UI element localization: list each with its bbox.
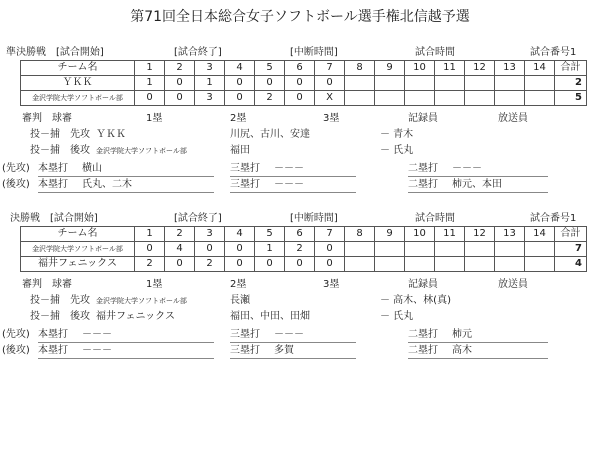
table-header-row [21,61,587,76]
triple-players: －－－ [274,329,304,340]
inning-score [405,257,435,272]
umpires-label: 審判 球審 [22,113,72,124]
batting-side: (先攻) [2,163,30,174]
inning-header: 11 [435,227,465,242]
inning-score: 0 [285,91,315,106]
second-base-umpire: 2塁 [230,279,247,290]
double-players: 柿元、本田 [452,179,502,190]
inning-header: 14 [525,227,555,242]
inning-header: 1 [135,61,165,76]
catchers: － 氏丸 [380,145,414,156]
inning-score: 1 [135,76,165,91]
total-score: 5 [555,91,587,106]
inning-score [525,257,555,272]
underline [38,358,214,359]
home-run-label: 本塁打 [38,179,68,190]
underline [38,192,214,193]
inning-header: 14 [525,61,555,76]
inning-score: 1 [195,76,225,91]
table-row [21,91,587,106]
double-label: 二塁打 [408,345,438,356]
inning-score [465,76,495,91]
inning-score [375,91,405,106]
inning-score: 1 [255,242,285,257]
inning-score: 0 [165,91,195,106]
pitchers: 長瀬 [230,295,250,306]
inning-score [375,76,405,91]
table-header-row [21,227,587,242]
battery-team: 金沢学院大学ソフトボール部 [96,297,187,305]
team-name: 金沢学院大学ソフトボール部 [21,91,135,106]
page-title: 第71回全日本総合女子ソフトボール選手権北信越予選 [130,9,470,25]
inning-score [465,242,495,257]
total-header: 合計 [555,227,587,242]
inning-score: 2 [285,242,315,257]
inning-score: 2 [135,257,165,272]
game-time-label: 試合時間 [415,47,455,58]
inning-header: 4 [225,61,255,76]
total-header: 合計 [555,61,587,76]
inning-score: 0 [255,76,285,91]
inning-header: 7 [315,61,345,76]
inning-score: 0 [315,76,345,91]
total-score: 2 [555,76,587,91]
inning-header: 3 [195,61,225,76]
triple-label: 三塁打 [230,329,260,340]
game-number: 試合番号1 [530,213,577,224]
inning-score: 0 [225,76,255,91]
underline [230,358,356,359]
inning-score: 0 [195,242,225,257]
batting-side: (先攻) [2,329,30,340]
inning-score [495,257,525,272]
score-table [20,60,587,106]
inning-header: 4 [225,227,255,242]
total-score: 4 [555,257,587,272]
catchers: － 高木、林(真) [380,295,451,306]
inning-score: 0 [225,257,255,272]
inning-header: 9 [375,227,405,242]
inning-score: 2 [255,91,285,106]
inning-score [345,76,375,91]
inning-score: 3 [195,91,225,106]
home-run-label: 本塁打 [38,163,68,174]
underline [408,342,548,343]
underline [38,176,214,177]
inning-score [435,76,465,91]
recorder-label: 記録員 [408,279,438,290]
pitchers: 福田 [230,145,250,156]
score-table [20,226,587,272]
underline [408,192,548,193]
game-number: 試合番号1 [530,47,577,58]
team-name: 金沢学院大学ソフトボール部 [21,242,135,257]
batting-side: (後攻) [2,345,30,356]
underline [230,192,356,193]
inning-score [435,242,465,257]
double-label: 二塁打 [408,329,438,340]
inning-score [465,91,495,106]
battery-team: ＹＫＫ [96,129,126,140]
underline [230,176,356,177]
round-label: 決勝戦 [試合開始] [10,213,98,224]
inning-header: 6 [285,227,315,242]
inning-header: 3 [195,227,225,242]
inning-score [495,91,525,106]
battery-label: 投－捕 先攻 [30,295,90,306]
inning-score: 0 [225,242,255,257]
inning-score: 0 [255,257,285,272]
end-time-label: [試合終了] [174,47,222,58]
inning-score [495,76,525,91]
inning-header: 12 [465,227,495,242]
underline [408,358,548,359]
inning-score: 0 [165,257,195,272]
home-run-players: －－－ [82,345,112,356]
announcer-label: 放送員 [498,279,528,290]
triple-players: 多賀 [274,345,294,356]
inning-score: 0 [285,257,315,272]
home-run-players: 氏丸、二木 [82,179,132,190]
inning-score [525,242,555,257]
inning-score [405,91,435,106]
pitchers: 川尻、古川、安達 [230,129,310,140]
inning-score: X [315,91,345,106]
home-run-players: －－－ [82,329,112,340]
underline [408,176,548,177]
pause-time-label: [中断時間] [290,213,338,224]
team-header: チーム名 [21,61,135,76]
inning-score [375,257,405,272]
third-base-umpire: 3塁 [323,279,340,290]
inning-score: 2 [195,257,225,272]
inning-score [405,242,435,257]
triple-players: －－－ [274,163,304,174]
inning-score: 0 [315,242,345,257]
battery-label: 投－捕 後攻 [30,311,90,322]
inning-score [345,242,375,257]
game-time-label: 試合時間 [415,213,455,224]
total-score: 7 [555,242,587,257]
pause-time-label: [中断時間] [290,47,338,58]
triple-players: －－－ [274,179,304,190]
inning-header: 6 [285,61,315,76]
table-row [21,257,587,272]
umpires-label: 審判 球審 [22,279,72,290]
inning-header: 13 [495,227,525,242]
inning-score: 0 [285,76,315,91]
inning-header: 5 [255,227,285,242]
inning-score: 4 [165,242,195,257]
inning-score: 0 [135,91,165,106]
inning-score [495,242,525,257]
inning-score: 0 [315,257,345,272]
catchers: － 氏丸 [380,311,414,322]
home-run-label: 本塁打 [38,345,68,356]
inning-score [525,76,555,91]
inning-score: 0 [165,76,195,91]
inning-score: 0 [135,242,165,257]
inning-header: 12 [465,61,495,76]
inning-score: 0 [225,91,255,106]
end-time-label: [試合終了] [174,213,222,224]
inning-header: 8 [345,61,375,76]
double-label: 二塁打 [408,179,438,190]
triple-label: 三塁打 [230,179,260,190]
third-base-umpire: 3塁 [323,113,340,124]
inning-score [345,257,375,272]
inning-score [465,257,495,272]
first-base-umpire: 1塁 [146,279,163,290]
round-label: 準決勝戦 [試合開始] [6,47,104,58]
double-players: －－－ [452,163,482,174]
inning-header: 9 [375,61,405,76]
inning-header: 2 [165,227,195,242]
double-label: 二塁打 [408,163,438,174]
battery-label: 投－捕 先攻 [30,129,90,140]
inning-score [435,257,465,272]
inning-header: 10 [405,227,435,242]
recorder-label: 記録員 [408,113,438,124]
triple-label: 三塁打 [230,345,260,356]
home-run-players: 横山 [82,163,102,174]
inning-header: 8 [345,227,375,242]
first-base-umpire: 1塁 [146,113,163,124]
inning-header: 10 [405,61,435,76]
inning-score [405,76,435,91]
inning-score [435,91,465,106]
double-players: 高木 [452,345,472,356]
second-base-umpire: 2塁 [230,113,247,124]
inning-header: 13 [495,61,525,76]
inning-score [375,242,405,257]
battery-team: 福井フェニックス [96,311,175,322]
pitchers: 福田、中田、田畑 [230,311,310,322]
table-row [21,76,587,91]
announcer-label: 放送員 [498,113,528,124]
team-name: ＹＫＫ [21,76,135,91]
batting-side: (後攻) [2,179,30,190]
triple-label: 三塁打 [230,163,260,174]
double-players: 柿元 [452,329,472,340]
table-row [21,242,587,257]
battery-team: 金沢学院大学ソフトボール部 [96,147,187,155]
inning-header: 7 [315,227,345,242]
inning-header: 11 [435,61,465,76]
underline [38,342,214,343]
team-header: チーム名 [21,227,135,242]
home-run-label: 本塁打 [38,329,68,340]
inning-score [525,91,555,106]
battery-label: 投－捕 後攻 [30,145,90,156]
inning-header: 2 [165,61,195,76]
catchers: － 青木 [380,129,414,140]
inning-header: 5 [255,61,285,76]
underline [230,342,356,343]
inning-header: 1 [135,227,165,242]
team-name: 福井フェニックス [21,257,135,272]
inning-score [345,91,375,106]
